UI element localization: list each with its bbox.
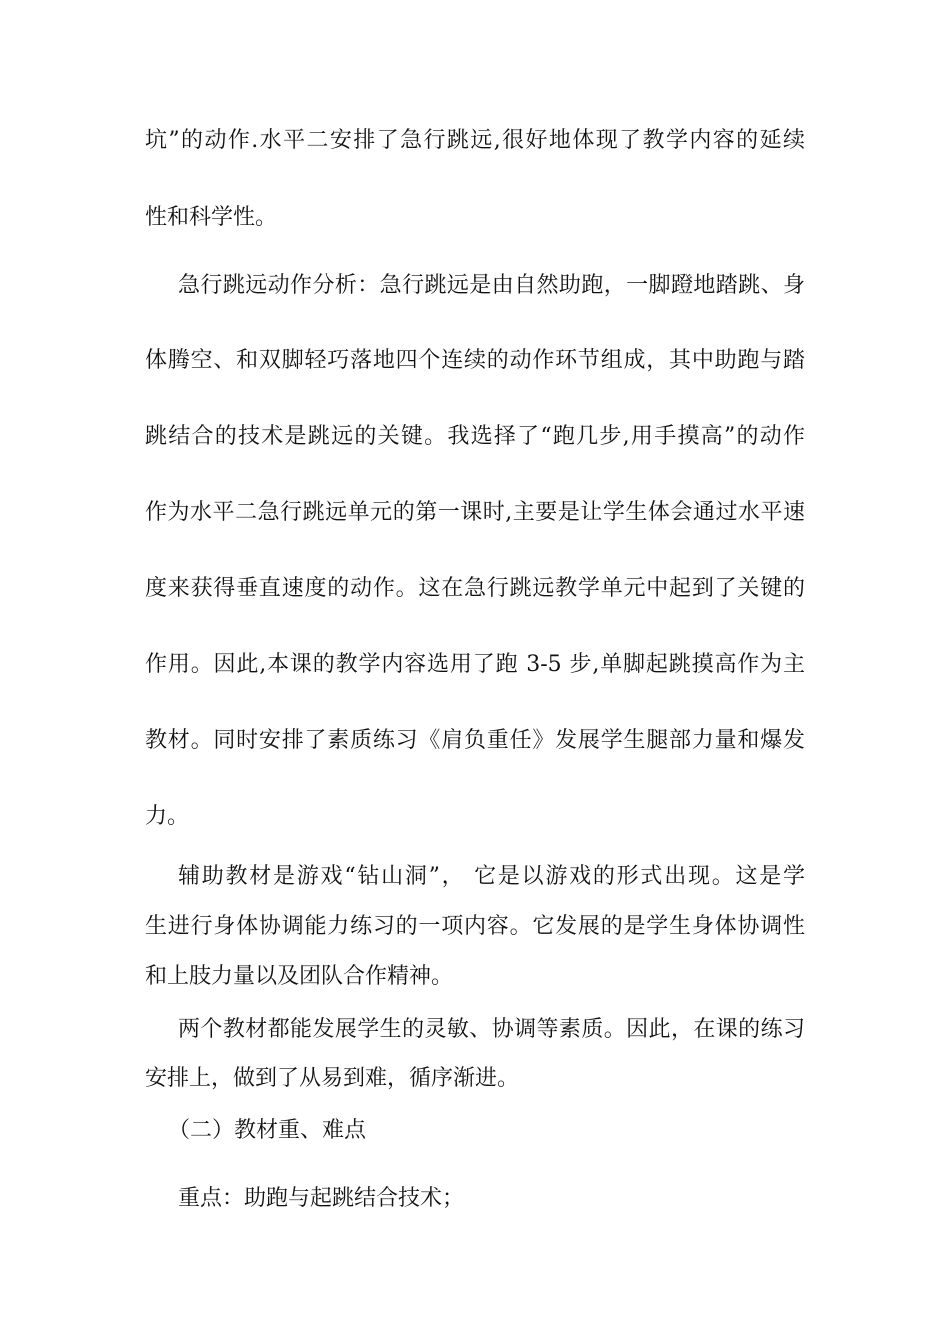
paragraph-2-line-4: 作为水平二急行跳远单元的第一课时,主要是让学生体会通过水平速 (145, 500, 805, 525)
paragraph-2-line-5: 度来获得垂直速度的动作。这在急行跳远教学单元中起到了关键的 (145, 576, 805, 601)
paragraph-2-line-3: 跳结合的技术是跳远的关键。我选择了“跑几步,用手摸高”的动作 (145, 424, 805, 449)
paragraph-2-line-8: 力。 (145, 804, 190, 829)
paragraph-2-line-6: 作用。因此,本课的教学内容选用了跑 3-5 步,单脚起跳摸高作为主 (145, 652, 805, 677)
paragraph-3-line-1: 辅助教材是游戏“钻山洞”， 它是以游戏的形式出现。这是学 (178, 864, 805, 889)
key-point: 重点：助跑与起跳结合技术； (178, 1186, 465, 1211)
paragraph-1-line-2: 性和科学性。 (145, 205, 278, 230)
paragraph-3-line-3: 和上肢力量以及团队合作精神。 (145, 964, 454, 989)
paragraph-4-line-1: 两个教材都能发展学生的灵敏、协调等素质。因此，在课的练习 (178, 1017, 805, 1042)
paragraph-3-line-2: 生进行身体协调能力练习的一项内容。它发展的是学生身体协调性 (145, 914, 805, 939)
paragraph-2-line-7: 教材。同时安排了素质练习《肩负重任》发展学生腿部力量和爆发 (145, 728, 805, 753)
paragraph-2-line-1: 急行跳远动作分析：急行跳远是由自然助跑，一脚蹬地踏跳、身 (178, 273, 805, 298)
section-heading: （二）教材重、难点 (168, 1118, 367, 1143)
paragraph-2-line-2: 体腾空、和双脚轻巧落地四个连续的动作环节组成，其中助跑与踏 (145, 348, 805, 373)
paragraph-4-line-2: 安排上，做到了从易到难，循序渐进。 (145, 1066, 520, 1091)
paragraph-1-line-1: 坑”的动作.水平二安排了急行跳远,很好地体现了教学内容的延续 (145, 128, 805, 153)
